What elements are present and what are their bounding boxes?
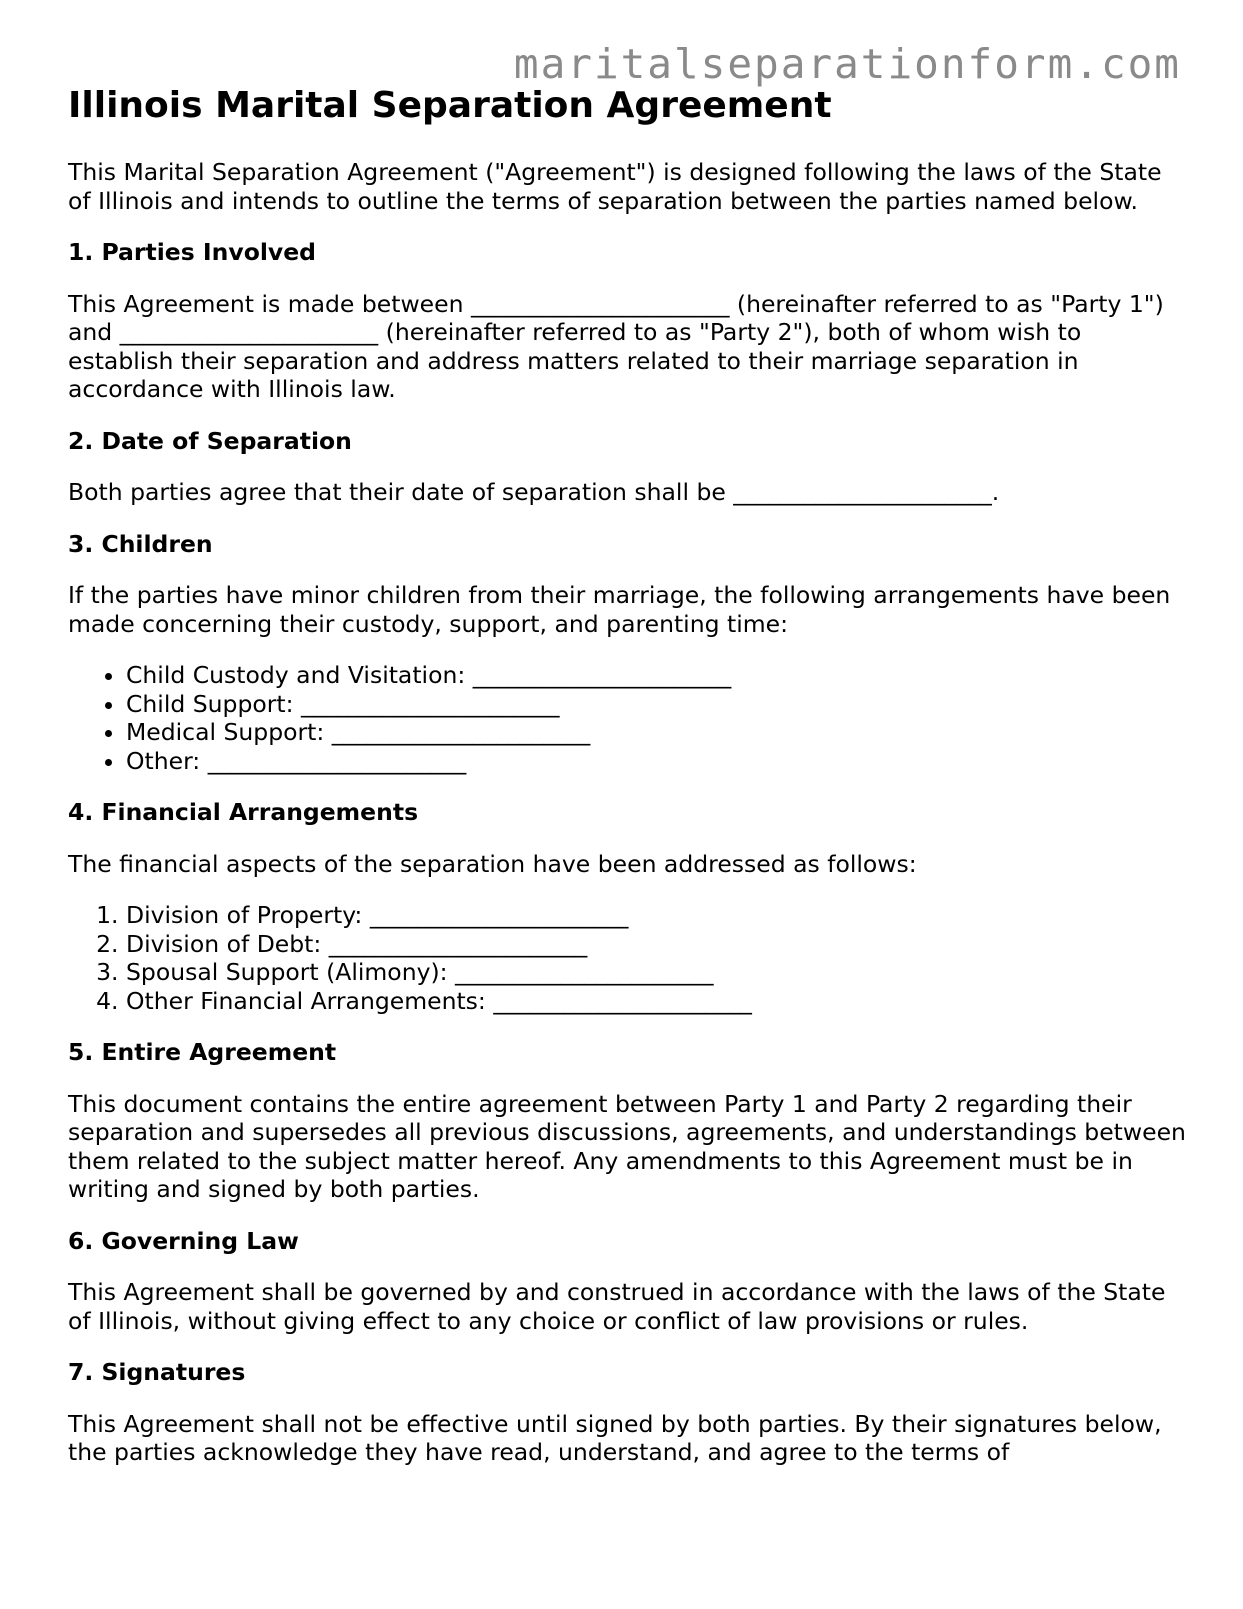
list-item: • Medical Support: ______________________ [126, 718, 1188, 747]
list-item: • Child Custody and Visitation: ______________________ [126, 661, 1188, 690]
section-body-parties: This Agreement is made between ______________________ (hereinafter referred to as "Party 1") and ______________________ (hereinafter referred to as "Party 2"), both of whom wish to establish their separation and address matters related to their marriage separation in accordance with Illinois law. [68, 289, 1164, 403]
section-body-entire: This document contains the entire agreement between Party 1 and Party 2 regarding their separation and supersedes all previous discussions, agreements, and understandings between them related to the subject matter hereof. Any amendments to this Agreement must be in writing and signed by both parties. [68, 1089, 1186, 1203]
section-heading-financial: 4. Financial Arrangements [68, 798, 419, 826]
list-item: 2. Division of Debt: ______________________ [126, 930, 1188, 959]
intro-paragraph: This Marital Separation Agreement ("Agreement") is designed following the laws of the State of Illinois and intends to outline the terms of separation between the parties named below. [68, 158, 1162, 215]
section-body-law: This Agreement shall be governed by and construed in accordance with the laws of the State of Illinois, without giving effect to any choice or conflict of law provisions or rules. [68, 1278, 1166, 1335]
list-item: 1. Division of Property: ______________________ [126, 901, 1188, 930]
section-body-date: Both parties agree that their date of separation shall be ______________________. [68, 478, 1000, 506]
section-body-signatures: This Agreement shall not be effective until signed by both parties. By their signatures below, the parties acknowledge they have read, understand, and agree to the terms of [68, 1409, 1162, 1466]
section-heading-signatures: 7. Signatures [68, 1358, 246, 1386]
list-item: • Child Support: ______________________ [126, 690, 1188, 719]
section-heading-children: 3. Children [68, 529, 213, 558]
section-heading-law: 6. Governing Law [68, 1226, 299, 1255]
section-heading-date: 2. Date of Separation [68, 426, 352, 455]
watermark: maritalseparationform.com [513, 40, 1181, 88]
list-item: 4. Other Financial Arrangements: ______________________ [126, 987, 1188, 1016]
section-body-children: If the parties have minor children from their marriage, the following arrangements have been made concerning their custody, support, and parenting time: [68, 581, 1171, 638]
list-item: • Other: ______________________ [126, 747, 1188, 776]
section-heading-entire: 5. Entire Agreement [68, 1038, 337, 1066]
list-item: 3. Spousal Support (Alimony): ______________________ [126, 958, 1188, 987]
section-body-financial: The financial aspects of the separation have been addressed as follows: [68, 849, 917, 878]
financial-list [68, 901, 1188, 1015]
document-page [68, 82, 1188, 1490]
document-title: Illinois Marital Separation Agreement [68, 85, 832, 126]
children-list [68, 661, 1188, 775]
section-heading-parties: 1. Parties Involved [68, 238, 316, 266]
